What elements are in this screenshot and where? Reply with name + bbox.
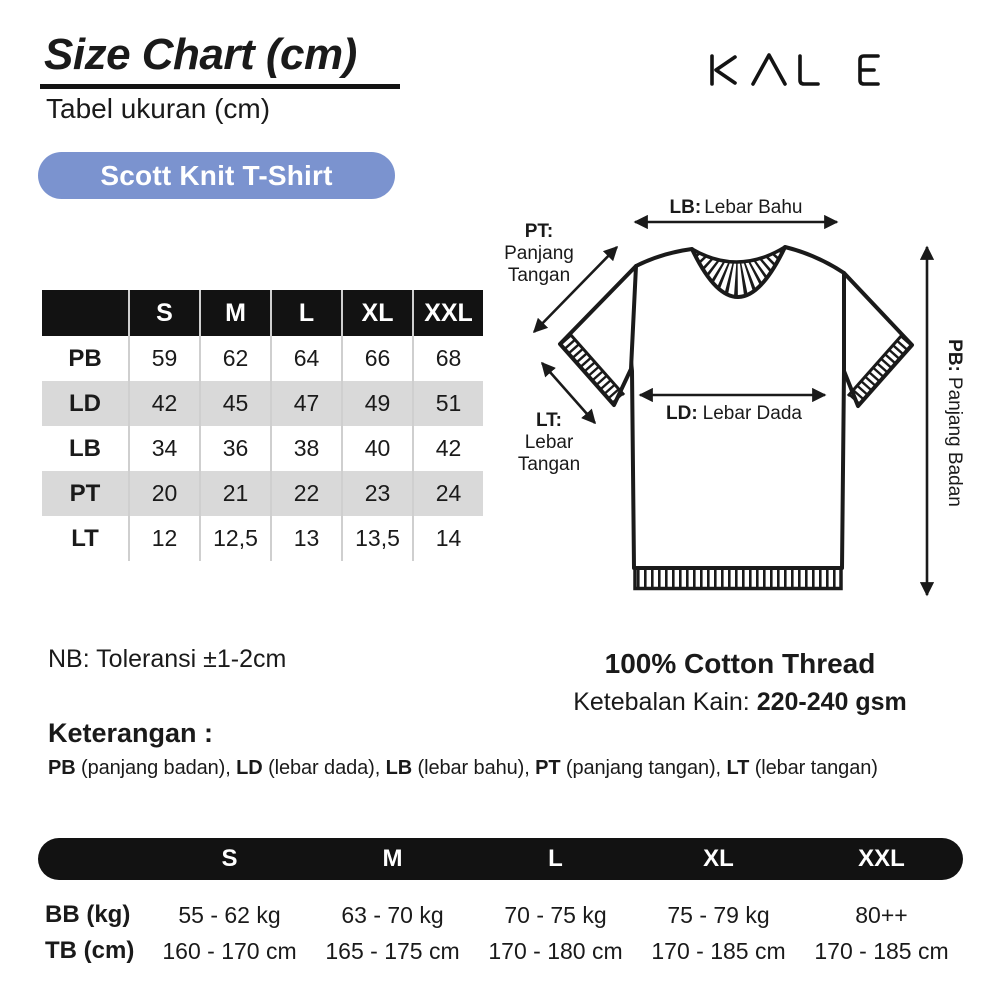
legend-abbr: LT: [726, 757, 750, 779]
legend-title: Keterangan :: [48, 718, 214, 748]
title-underline: [40, 84, 400, 89]
size-value-cell: 49: [341, 381, 412, 426]
size-value-cell: 12: [128, 516, 199, 561]
right-sleeve: [844, 273, 912, 406]
legend-abbr: PB: [48, 757, 76, 779]
fit-col-header: XXL: [858, 845, 905, 872]
fit-value-cell: 170 - 180 cm: [488, 937, 623, 964]
legend-line: [48, 757, 878, 780]
page-subtitle: Tabel ukuran (cm): [46, 93, 271, 124]
size-row-label: LB: [69, 434, 101, 462]
kale-logo-icon: [706, 46, 891, 94]
material-info: [510, 648, 970, 717]
fit-col-header: XL: [703, 845, 734, 872]
fit-col-header: S: [221, 845, 238, 872]
legend-abbr: PT: [535, 757, 561, 779]
size-col-header: XXL: [412, 290, 483, 336]
product-badge: Scott Knit T-Shirt: [38, 152, 395, 199]
size-value-cell: 40: [341, 426, 412, 471]
kale-brand-logo: [706, 46, 891, 99]
size-value-cell: 59: [128, 336, 199, 381]
fit-table-header: [38, 838, 963, 880]
size-row-label: PB: [68, 344, 102, 372]
size-value-cell: 12,5: [199, 516, 270, 561]
fit-table-rows: [38, 897, 963, 969]
size-col-header: S: [128, 290, 199, 336]
legend-abbr: LB: [385, 757, 413, 779]
fit-value-cell: 70 - 75 kg: [504, 901, 607, 928]
size-col-header: M: [199, 290, 270, 336]
tolerance-note: NB: Toleransi ±1-2cm: [48, 645, 287, 673]
fit-value-cell: 170 - 185 cm: [814, 937, 949, 964]
size-value-cell: 23: [341, 471, 412, 516]
legend-desc: (lebar tangan): [749, 757, 878, 779]
size-row-label: PT: [42, 471, 128, 516]
size-value-cell: 45: [199, 381, 270, 426]
thickness-value: 220-240 gsm: [756, 688, 907, 716]
fit-value-cell: 165 - 175 cm: [325, 937, 460, 964]
legend-desc: (panjang badan),: [75, 757, 237, 779]
legend-desc: (lebar dada),: [262, 757, 386, 779]
size-value-cell: 47: [270, 381, 341, 426]
material-title: 100% Cotton Thread: [604, 648, 876, 679]
logo-letter-e: [860, 56, 878, 84]
legend-desc: (lebar bahu),: [412, 757, 536, 779]
lt-label-line1: Lebar: [524, 432, 574, 453]
fit-col-header: M: [382, 845, 403, 872]
fit-value-cell: 170 - 185 cm: [651, 937, 786, 964]
size-value-cell: 22: [270, 471, 341, 516]
size-value-cell: 42: [412, 426, 483, 471]
lt-label-line2: Tangan: [517, 454, 581, 475]
size-value-cell: 20: [128, 471, 199, 516]
tshirt-measurement-diagram: [497, 185, 987, 630]
pb-label: PB:Panjang Badan: [944, 339, 965, 507]
size-value-cell: 13: [270, 516, 341, 561]
size-value-cell: 14: [412, 516, 483, 561]
fit-col-header: L: [548, 845, 563, 872]
size-value-cell: 42: [128, 381, 199, 426]
fit-row-label: TB (cm): [45, 937, 135, 964]
size-row-label: LD: [42, 381, 128, 426]
fit-value-cell: 55 - 62 kg: [178, 901, 281, 928]
fabric-thickness: [510, 688, 970, 717]
size-value-cell: 36: [199, 426, 270, 471]
size-value-cell: 38: [270, 426, 341, 471]
size-value-cell: 68: [412, 336, 483, 381]
size-col-header: L: [270, 290, 341, 336]
ld-label: LD: Lebar Dada: [666, 403, 802, 424]
size-value-cell: 21: [199, 471, 270, 516]
fit-value-cell: 75 - 79 kg: [667, 901, 770, 928]
fit-row-label: BB (kg): [45, 901, 131, 928]
lt-label-abbr: LT:: [535, 410, 563, 431]
legend-desc: (panjang tangan),: [560, 757, 727, 779]
logo-letter-a: [753, 55, 785, 84]
size-col-header: XL: [341, 290, 412, 336]
pt-label-abbr: PT:: [524, 221, 554, 242]
size-value-cell: 34: [128, 426, 199, 471]
size-table-corner-cell: [42, 290, 128, 336]
pt-label-line1: Panjang: [504, 243, 574, 264]
thickness-label: Ketebalan Kain:: [573, 688, 757, 716]
size-value-cell: 62: [199, 336, 270, 381]
size-value-cell: 24: [412, 471, 483, 516]
size-value-cell: 13,5: [341, 516, 412, 561]
pt-label-line2: Tangan: [507, 265, 571, 286]
size-table: [42, 290, 483, 561]
size-value-cell: 66: [341, 336, 412, 381]
size-value-cell: 64: [270, 336, 341, 381]
logo-letter-k-arm: [716, 57, 735, 83]
size-row-label: LT: [71, 524, 99, 552]
logo-letter-l: [800, 56, 818, 84]
fit-value-cell: 63 - 70 kg: [341, 901, 444, 928]
fit-value-cell: 160 - 170 cm: [162, 937, 297, 964]
lb-label: LB: Lebar Bahu: [669, 197, 803, 218]
legend-abbr: LD: [236, 757, 263, 779]
page-title: Size Chart (cm): [44, 30, 357, 79]
fit-value-cell: 80++: [855, 901, 908, 928]
size-value-cell: 51: [412, 381, 483, 426]
